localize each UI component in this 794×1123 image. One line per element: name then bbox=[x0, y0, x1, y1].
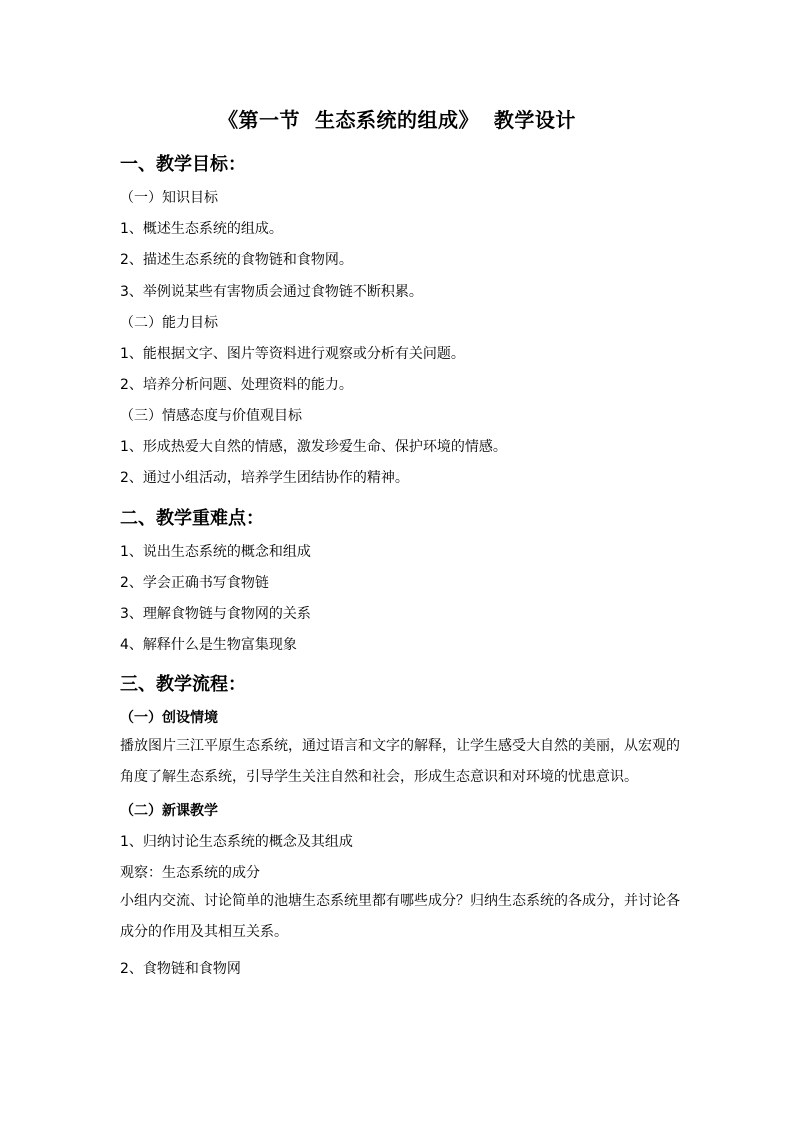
emotion-item-1: 1、形成热爱大自然的情感，激发珍爱生命、保护环境的情感。 bbox=[120, 439, 507, 455]
knowledge-item-2: 2、描述生态系统的食物链和食物网。 bbox=[120, 252, 353, 268]
section-heading-teaching-goals: 一、教学目标： bbox=[120, 154, 246, 175]
key-point-2: 2、学会正确书写食物链 bbox=[120, 575, 269, 591]
key-point-3: 3、理解食物链与食物网的关系 bbox=[120, 606, 311, 622]
key-point-1: 1、说出生态系统的概念和组成 bbox=[120, 544, 311, 560]
section-heading-key-points: 二、教学重难点： bbox=[120, 508, 264, 529]
section-heading-teaching-process: 三、教学流程： bbox=[120, 674, 246, 695]
knowledge-item-3: 3、举例说某些有害物质会通过食物链不断积累。 bbox=[120, 284, 423, 300]
subheading-emotion-goals: （三）情感态度与价值观目标 bbox=[120, 408, 302, 424]
subheading-scenario: （一）创设情境 bbox=[120, 710, 218, 726]
lesson-observation: 观察：生态系统的成分 bbox=[120, 865, 260, 881]
subheading-new-lesson: （二）新课教学 bbox=[120, 803, 218, 819]
knowledge-item-1: 1、概述生态系统的组成。 bbox=[120, 221, 283, 237]
emotion-item-2: 2、通过小组活动，培养学生团结协作的精神。 bbox=[120, 470, 409, 486]
scenario-paragraph: 播放图片三江平原生态系统，通过语言和文字的解释，让学生感受大自然的美丽，从宏观的角度了解生态系统，引导学生关注自然和社会，形成生态意识和对环境的忧患意识。 bbox=[120, 738, 680, 785]
discussion-paragraph: 小组内交流、讨论简单的池塘生态系统里都有哪些成分？归纳生态系统的各成分，并讨论各成分的作用及其相互关系。 bbox=[120, 893, 680, 940]
ability-item-2: 2、培养分析问题、处理资料的能力。 bbox=[120, 377, 353, 393]
key-point-4: 4、解释什么是生物富集现象 bbox=[120, 637, 297, 653]
ability-item-1: 1、能根据文字、图片等资料进行观察或分析有关问题。 bbox=[120, 346, 465, 362]
subheading-ability-goals: （二）能力目标 bbox=[120, 315, 218, 331]
subheading-knowledge-goals: （一）知识目标 bbox=[120, 190, 218, 206]
lesson-item-2: 2、食物链和食物网 bbox=[120, 961, 241, 977]
document-title: 《第一节 生态系统的组成》 教学设计 bbox=[218, 108, 576, 132]
lesson-item-1: 1、归纳讨论生态系统的概念及其组成 bbox=[120, 834, 353, 850]
